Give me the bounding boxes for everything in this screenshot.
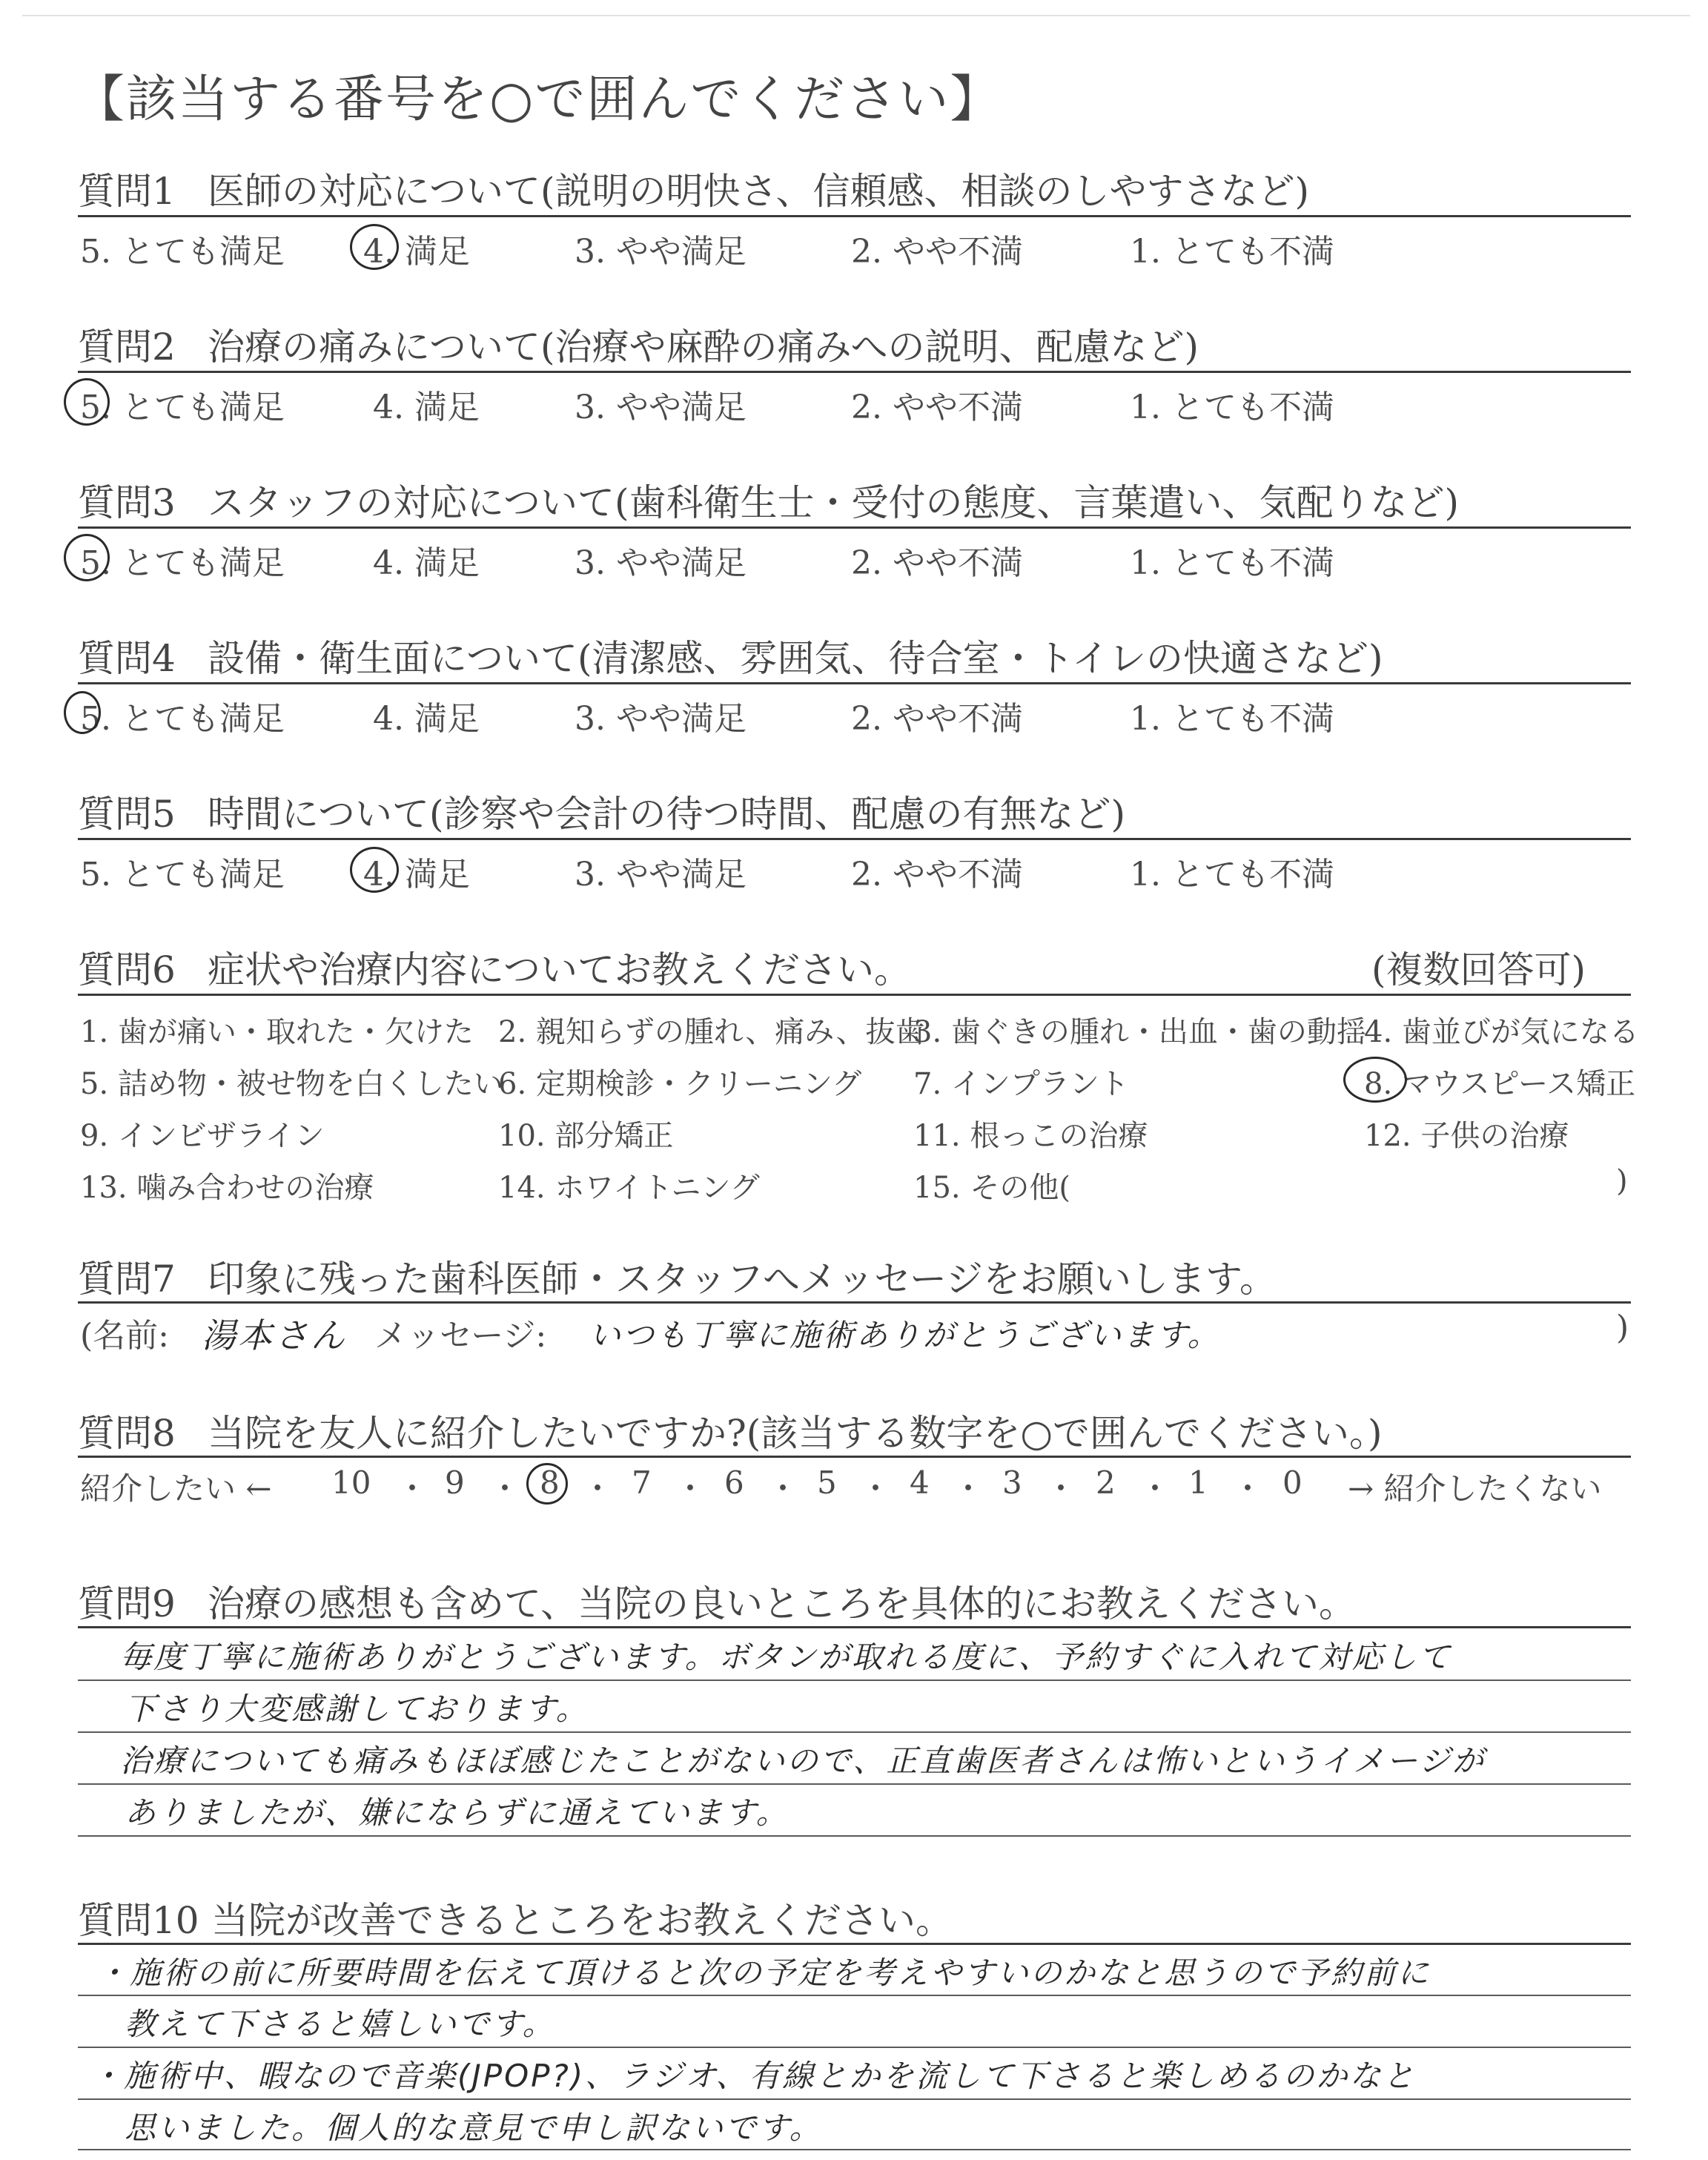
q8-text: 当院を友人に紹介したいですか?(該当する数字を○で囲んでください。) bbox=[208, 1412, 1383, 1455]
q2-option-1[interactable]: 1. とても不満 bbox=[1130, 389, 1334, 426]
q10-rule bbox=[78, 1943, 1631, 1945]
q10-line bbox=[78, 2098, 1631, 2100]
q8-scale-8[interactable]: 8 bbox=[540, 1464, 560, 1501]
q7-close-paren: ) bbox=[1616, 1309, 1629, 1347]
q2-text: 治療の痛みについて(治療や麻酔の痛みへの説明、配慮など) bbox=[208, 326, 1199, 369]
q6-item-15[interactable]: 15. その他( bbox=[913, 1171, 1070, 1205]
q6-item-6[interactable]: 6. 定期検診・クリーニング bbox=[498, 1067, 862, 1101]
q10-line bbox=[78, 2149, 1631, 2150]
q5-option-1[interactable]: 1. とても不満 bbox=[1130, 856, 1334, 894]
q6-item-12[interactable]: 12. 子供の治療 bbox=[1364, 1119, 1569, 1153]
q4-option-3[interactable]: 3. やや満足 bbox=[575, 700, 747, 738]
q6-other-close-paren: ) bbox=[1616, 1164, 1628, 1198]
q5-rule bbox=[78, 838, 1631, 840]
q4-option-2[interactable]: 2. やや不満 bbox=[851, 700, 1023, 738]
q8-right-label: → 紹介したくない bbox=[1348, 1470, 1602, 1507]
q4-option-4[interactable]: 4. 満足 bbox=[373, 700, 480, 738]
q9-answer-line-1[interactable]: 毎度丁寧に施術ありがとうございます。ボタンが取れる度に、予約すぐに入れて対応して bbox=[120, 1639, 1452, 1675]
q1-option-3[interactable]: 3. やや満足 bbox=[575, 233, 747, 271]
q1-option-2[interactable]: 2. やや不満 bbox=[851, 233, 1023, 271]
q10-line bbox=[78, 2047, 1631, 2048]
q8-sep: ・ bbox=[1045, 1470, 1077, 1507]
q10-line bbox=[78, 1995, 1631, 1996]
q9-line bbox=[78, 1731, 1631, 1733]
q6-item-3[interactable]: 3. 歯ぐきの腫れ・出血・歯の動揺 bbox=[913, 1015, 1366, 1049]
q8-sep: ・ bbox=[582, 1470, 614, 1507]
q8-rule bbox=[78, 1456, 1631, 1458]
q7-title bbox=[78, 1249, 1277, 1303]
q4-title bbox=[78, 629, 1383, 682]
q1-option-4[interactable]: 4. 満足 bbox=[363, 233, 470, 271]
q8-scale-4[interactable]: 4 bbox=[910, 1464, 930, 1501]
q10-answer-line-1[interactable]: ・施術の前に所要時間を伝えて頂けると次の予定を考えやすいのかなと思うので予約前に bbox=[96, 1955, 1431, 1991]
q9-line bbox=[78, 1835, 1631, 1837]
q1-text: 医師の対応について(説明の明快さ、信頼感、相談のしやすさなど) bbox=[208, 170, 1310, 213]
q1-number: 質問1 bbox=[78, 170, 176, 213]
q6-number: 質問6 bbox=[78, 948, 176, 991]
q5-title bbox=[78, 785, 1125, 838]
q2-title bbox=[78, 317, 1199, 371]
q5-number: 質問5 bbox=[78, 793, 176, 836]
q5-text: 時間について(診察や会計の待つ時間、配慮の有無など) bbox=[208, 793, 1126, 836]
q2-option-3[interactable]: 3. やや満足 bbox=[575, 389, 747, 426]
q6-item-8[interactable]: 8. マウスピース矯正 bbox=[1364, 1067, 1636, 1101]
q4-text: 設備・衛生面について(清潔感、雰囲気、待合室・トイレの快適さなど) bbox=[208, 637, 1383, 680]
q6-item-13[interactable]: 13. 噛み合わせの治療 bbox=[80, 1171, 374, 1205]
q10-answer-line-4[interactable]: 思いました。個人的な意見で申し訳ないです。 bbox=[125, 2110, 823, 2146]
q4-option-5[interactable]: 5. とても満足 bbox=[80, 700, 285, 738]
q6-item-11[interactable]: 11. 根っこの治療 bbox=[913, 1119, 1148, 1153]
q3-option-5[interactable]: 5. とても満足 bbox=[80, 544, 285, 582]
q6-text: 症状や治療内容についてお教えください。 bbox=[208, 948, 911, 991]
q5-option-3[interactable]: 3. やや満足 bbox=[575, 856, 747, 894]
q9-line bbox=[78, 1680, 1631, 1681]
q6-item-4[interactable]: 4. 歯並びが気になる bbox=[1364, 1015, 1639, 1049]
q8-left-label: 紹介したい ← bbox=[80, 1470, 272, 1507]
q8-sep: ・ bbox=[397, 1470, 428, 1507]
q1-selection-circle bbox=[350, 224, 399, 270]
q3-option-1[interactable]: 1. とても不満 bbox=[1130, 544, 1334, 582]
q8-scale-5[interactable]: 5 bbox=[817, 1464, 837, 1501]
q7-name-value[interactable]: 湯本さん bbox=[202, 1315, 347, 1355]
q6-item-10[interactable]: 10. 部分矯正 bbox=[498, 1119, 674, 1153]
q7-number: 質問7 bbox=[78, 1258, 176, 1301]
q7-text: 印象に残った歯科医師・スタッフへメッセージをお願いします。 bbox=[208, 1258, 1277, 1301]
q8-scale-9[interactable]: 9 bbox=[445, 1464, 465, 1501]
q9-answer-line-2[interactable]: 下さり大変感謝しております。 bbox=[125, 1691, 589, 1727]
q3-option-3[interactable]: 3. やや満足 bbox=[575, 544, 747, 582]
q4-selection-circle bbox=[64, 691, 101, 734]
q3-text: スタッフの対応について(歯科衛生士・受付の態度、言葉遣い、気配りなど) bbox=[208, 481, 1460, 524]
q6-item-14[interactable]: 14. ホワイトニング bbox=[498, 1171, 760, 1205]
q10-title bbox=[78, 1891, 953, 1944]
q3-number: 質問3 bbox=[78, 481, 176, 524]
q1-option-5[interactable]: 5. とても満足 bbox=[80, 233, 285, 271]
q6-item-2[interactable]: 2. 親知らずの腫れ、痛み、抜歯 bbox=[498, 1015, 925, 1049]
q8-sep: ・ bbox=[1139, 1470, 1171, 1507]
q2-number: 質問2 bbox=[78, 326, 176, 369]
q8-sep: ・ bbox=[1232, 1470, 1264, 1507]
q8-sep: ・ bbox=[860, 1470, 892, 1507]
q8-scale-0[interactable]: 0 bbox=[1282, 1464, 1302, 1501]
q2-option-2[interactable]: 2. やや不満 bbox=[851, 389, 1023, 426]
q8-sep: ・ bbox=[675, 1470, 706, 1507]
q8-number: 質問8 bbox=[78, 1412, 176, 1455]
q6-rule bbox=[78, 994, 1631, 996]
q4-rule bbox=[78, 682, 1631, 684]
q6-item-1[interactable]: 1. 歯が痛い・取れた・欠けた bbox=[80, 1015, 474, 1049]
q10-text: 当院が改善できるところをお教えください。 bbox=[211, 1899, 953, 1942]
q8-selection-circle bbox=[526, 1463, 568, 1505]
q8-scale-2[interactable]: 2 bbox=[1096, 1464, 1116, 1501]
q9-title bbox=[78, 1574, 1356, 1628]
q10-answer-line-2[interactable]: 教えて下さると嬉しいです。 bbox=[125, 2006, 556, 2042]
q8-sep: ・ bbox=[767, 1470, 799, 1507]
q3-option-2[interactable]: 2. やや不満 bbox=[851, 544, 1023, 582]
q6-item-9[interactable]: 9. インビザライン bbox=[80, 1119, 325, 1153]
q6-item-5[interactable]: 5. 詰め物・被せ物を白くしたい bbox=[80, 1067, 503, 1101]
q5-option-2[interactable]: 2. やや不満 bbox=[851, 856, 1023, 894]
q8-scale-6[interactable]: 6 bbox=[724, 1464, 744, 1501]
q9-rule bbox=[78, 1626, 1631, 1628]
q7-rule bbox=[78, 1301, 1631, 1304]
q3-rule bbox=[78, 526, 1631, 529]
q5-option-4[interactable]: 4. 満足 bbox=[363, 856, 470, 894]
q7-message-value[interactable]: いつも丁寧に施術ありがとうございます。 bbox=[589, 1317, 1221, 1353]
q9-number: 質問9 bbox=[78, 1582, 176, 1625]
q10-answer-line-3[interactable]: ・施術中、暇なので音楽(JPOP?)、ラジオ、有線とかを流して下さると楽しめるのかなと bbox=[90, 2058, 1417, 2094]
q2-rule bbox=[78, 371, 1631, 373]
q8-scale-7[interactable]: 7 bbox=[632, 1464, 652, 1501]
q1-option-1[interactable]: 1. とても不満 bbox=[1130, 233, 1334, 271]
top-divider bbox=[22, 15, 1690, 16]
page-heading: 【該当する番号を○で囲んでください】 bbox=[74, 70, 1002, 129]
q1-title bbox=[78, 162, 1309, 215]
q8-scale-1[interactable]: 1 bbox=[1188, 1464, 1208, 1501]
q3-selection-circle bbox=[64, 534, 110, 581]
q8-sep: ・ bbox=[953, 1470, 984, 1507]
q5-selection-circle bbox=[350, 847, 399, 893]
q2-option-4[interactable]: 4. 満足 bbox=[373, 389, 480, 426]
q8-title bbox=[78, 1404, 1382, 1457]
q7-message-label: メッセージ: bbox=[374, 1317, 547, 1355]
q6-title bbox=[78, 940, 911, 994]
q4-option-1[interactable]: 1. とても不満 bbox=[1130, 700, 1334, 738]
q9-answer-line-3[interactable]: 治療についても痛みもほぼ感じたことがないので、正直歯医者さんは怖いというイメージが bbox=[120, 1743, 1486, 1779]
q8-scale-3[interactable]: 3 bbox=[1002, 1464, 1022, 1501]
q10-number: 質問10 bbox=[78, 1899, 199, 1942]
q8-sep: ・ bbox=[489, 1470, 521, 1507]
q6-note: (複数回答可) bbox=[1371, 948, 1586, 991]
q2-option-5[interactable]: 5. とても満足 bbox=[80, 389, 285, 426]
q6-item-7[interactable]: 7. インプラント bbox=[913, 1067, 1129, 1101]
q4-number: 質問4 bbox=[78, 637, 176, 680]
q7-name-label: (名前: bbox=[80, 1317, 169, 1355]
q2-selection-circle bbox=[64, 378, 110, 426]
q8-scale-10[interactable]: 10 bbox=[331, 1464, 371, 1501]
q1-rule bbox=[78, 215, 1631, 217]
q9-text: 治療の感想も含めて、当院の良いところを具体的にお教えください。 bbox=[208, 1582, 1356, 1625]
q6-selection-circle bbox=[1343, 1057, 1407, 1103]
q5-option-5[interactable]: 5. とても満足 bbox=[80, 856, 285, 894]
q3-option-4[interactable]: 4. 満足 bbox=[373, 544, 480, 582]
q9-answer-line-4[interactable]: ありましたが、嫌にならずに通えています。 bbox=[125, 1794, 790, 1831]
q3-title bbox=[78, 473, 1459, 526]
q9-line bbox=[78, 1783, 1631, 1785]
